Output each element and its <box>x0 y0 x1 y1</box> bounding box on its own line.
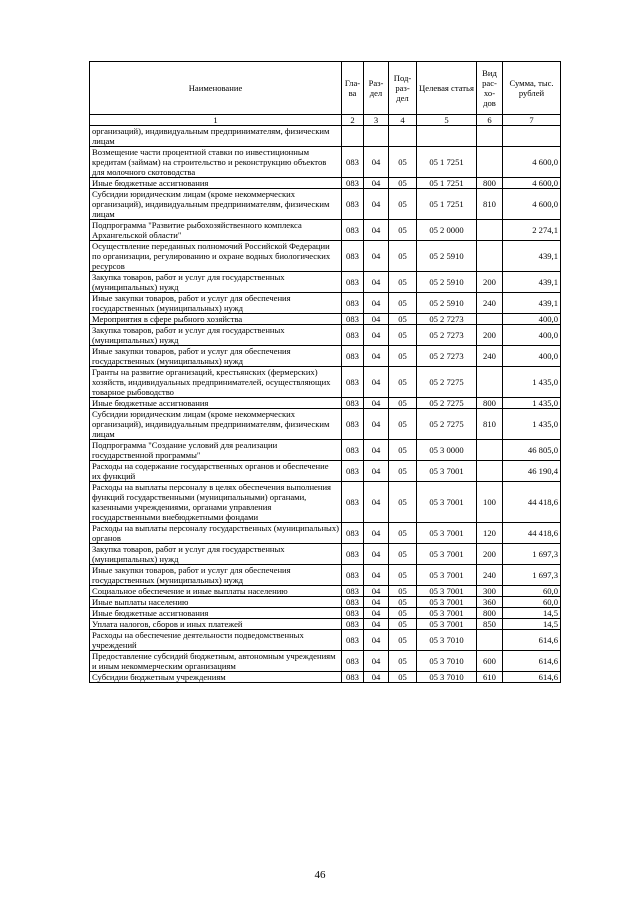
row-glava-cell: 083 <box>342 672 364 683</box>
column-number: 2 <box>342 115 364 126</box>
row-sum-cell: 614,6 <box>503 630 561 651</box>
table-row <box>90 178 561 189</box>
header-sum: Сумма, тыс. рублей <box>503 62 561 115</box>
row-podrazdel-cell: 05 <box>389 272 417 293</box>
row-name-cell: Закупка товаров, работ и услуг для государственных (муниципальных) нужд <box>90 325 342 346</box>
row-sum-cell: 400,0 <box>503 325 561 346</box>
row-sum-cell: 4 600,0 <box>503 189 561 220</box>
row-vid-cell <box>477 461 503 482</box>
row-podrazdel-cell: 05 <box>389 325 417 346</box>
row-name-cell: Возмещение части процентной ставки по инвестиционным кредитам (займам) на строительство и реконструкцию объектов для молочного скотоводства <box>90 147 342 178</box>
row-target-cell: 05 3 7001 <box>417 523 477 544</box>
row-target-cell: 05 3 7001 <box>417 544 477 565</box>
row-glava-cell: 083 <box>342 314 364 325</box>
row-glava-cell: 083 <box>342 608 364 619</box>
row-target-cell: 05 2 7273 <box>417 325 477 346</box>
row-sum-cell: 1 435,0 <box>503 398 561 409</box>
row-vid-cell <box>477 630 503 651</box>
header-name: Наименование <box>90 62 342 115</box>
row-target-cell: 05 3 7001 <box>417 565 477 586</box>
row-razdel-cell: 04 <box>364 597 389 608</box>
row-glava-cell: 083 <box>342 565 364 586</box>
row-glava-cell: 083 <box>342 325 364 346</box>
table-row <box>90 398 561 409</box>
row-target-cell: 05 2 5910 <box>417 293 477 314</box>
column-number: 6 <box>477 115 503 126</box>
row-target-cell: 05 3 7001 <box>417 461 477 482</box>
row-target-cell: 05 1 7251 <box>417 178 477 189</box>
table-row <box>90 440 561 461</box>
column-number-row <box>90 115 561 126</box>
row-target-cell: 05 2 7275 <box>417 398 477 409</box>
row-glava-cell: 083 <box>342 461 364 482</box>
header-podrazdel: Под-раз-дел <box>389 62 417 115</box>
row-glava-cell: 083 <box>342 630 364 651</box>
row-podrazdel-cell: 05 <box>389 608 417 619</box>
row-sum-cell: 4 600,0 <box>503 178 561 189</box>
row-target-cell: 05 1 7251 <box>417 147 477 178</box>
row-glava-cell: 083 <box>342 651 364 672</box>
row-razdel-cell: 04 <box>364 630 389 651</box>
row-target-cell: 05 2 7273 <box>417 346 477 367</box>
row-target-cell: 05 3 7010 <box>417 630 477 651</box>
row-sum-cell: 1 435,0 <box>503 367 561 398</box>
row-razdel-cell: 04 <box>364 619 389 630</box>
row-target-cell: 05 3 7001 <box>417 619 477 630</box>
row-razdel-cell: 04 <box>364 367 389 398</box>
row-podrazdel-cell: 05 <box>389 651 417 672</box>
row-podrazdel-cell: 05 <box>389 398 417 409</box>
row-sum-cell: 46 190,4 <box>503 461 561 482</box>
row-podrazdel-cell: 05 <box>389 220 417 241</box>
table-row <box>90 346 561 367</box>
row-sum-cell: 439,1 <box>503 241 561 272</box>
row-razdel-cell: 04 <box>364 672 389 683</box>
row-sum-cell: 439,1 <box>503 293 561 314</box>
row-vid-cell: 600 <box>477 651 503 672</box>
row-target-cell: 05 2 5910 <box>417 241 477 272</box>
row-razdel-cell: 04 <box>364 544 389 565</box>
row-vid-cell: 810 <box>477 409 503 440</box>
row-name-cell: Осуществление переданных полномочий Российской Федерации по организации, регулированию и охране водных биологических ресурсов <box>90 241 342 272</box>
row-podrazdel-cell: 05 <box>389 147 417 178</box>
row-podrazdel-cell: 05 <box>389 672 417 683</box>
row-target-cell: 05 2 7273 <box>417 314 477 325</box>
row-glava-cell: 083 <box>342 178 364 189</box>
row-vid-cell <box>477 126 503 147</box>
row-glava-cell: 083 <box>342 293 364 314</box>
row-vid-cell: 850 <box>477 619 503 630</box>
row-name-cell: Расходы на выплаты персоналу государственных (муниципальных) органов <box>90 523 342 544</box>
row-vid-cell: 240 <box>477 565 503 586</box>
column-number: 3 <box>364 115 389 126</box>
row-glava-cell: 083 <box>342 597 364 608</box>
table-row <box>90 367 561 398</box>
header-vid: Вид рас-хо-дов <box>477 62 503 115</box>
row-sum-cell: 14,5 <box>503 608 561 619</box>
row-glava-cell: 083 <box>342 619 364 630</box>
row-vid-cell <box>477 147 503 178</box>
row-vid-cell: 120 <box>477 523 503 544</box>
row-name-cell: Иные бюджетные ассигнования <box>90 178 342 189</box>
row-sum-cell: 614,6 <box>503 672 561 683</box>
row-glava-cell: 083 <box>342 586 364 597</box>
row-target-cell: 05 2 7275 <box>417 409 477 440</box>
row-razdel-cell: 04 <box>364 523 389 544</box>
row-vid-cell <box>477 367 503 398</box>
row-name-cell: Расходы на обеспечение деятельности подведомственных учреждений <box>90 630 342 651</box>
table-row <box>90 672 561 683</box>
row-name-cell: Иные закупки товаров, работ и услуг для обеспечения государственных (муниципальных) нужд <box>90 565 342 586</box>
column-number: 7 <box>503 115 561 126</box>
row-vid-cell: 360 <box>477 597 503 608</box>
row-name-cell: Иные бюджетные ассигнования <box>90 608 342 619</box>
row-vid-cell: 300 <box>477 586 503 597</box>
row-razdel-cell: 04 <box>364 293 389 314</box>
row-razdel-cell: 04 <box>364 608 389 619</box>
table-row <box>90 126 561 147</box>
page-number: 46 <box>314 869 326 881</box>
row-sum-cell: 400,0 <box>503 314 561 325</box>
table-row <box>90 544 561 565</box>
row-glava-cell: 083 <box>342 346 364 367</box>
header-target: Целевая статья <box>417 62 477 115</box>
row-name-cell: Субсидии юридическим лицам (кроме некоммерческих организаций), индивидуальным предпринимателям, физическим лицам <box>90 189 342 220</box>
column-number: 5 <box>417 115 477 126</box>
row-name-cell: Подпрограмма "Создание условий для реализации государственной программы" <box>90 440 342 461</box>
table-row <box>90 147 561 178</box>
row-name-cell: Субсидии юридическим лицам (кроме некоммерческих организаций), индивидуальным предпринимателям, физическим лицам <box>90 409 342 440</box>
header-razdel: Раз-дел <box>364 62 389 115</box>
row-name-cell: Социальное обеспечение и иные выплаты населению <box>90 586 342 597</box>
row-target-cell: 05 3 7010 <box>417 651 477 672</box>
row-glava-cell: 083 <box>342 189 364 220</box>
row-podrazdel-cell <box>389 126 417 147</box>
row-razdel-cell: 04 <box>364 565 389 586</box>
table-row <box>90 189 561 220</box>
row-vid-cell: 610 <box>477 672 503 683</box>
row-podrazdel-cell: 05 <box>389 482 417 523</box>
row-name-cell: Иные бюджетные ассигнования <box>90 398 342 409</box>
row-name-cell: организаций), индивидуальным предпринимателям, физическим лицам <box>90 126 342 147</box>
table-row <box>90 461 561 482</box>
row-name-cell: Иные закупки товаров, работ и услуг для обеспечения государственных (муниципальных) нужд <box>90 346 342 367</box>
budget-table <box>89 61 561 683</box>
row-name-cell: Предоставление субсидий бюджетным, автономным учреждениям и иным некоммерческим организациям <box>90 651 342 672</box>
row-target-cell: 05 2 0000 <box>417 220 477 241</box>
column-number: 1 <box>90 115 342 126</box>
row-name-cell: Мероприятия в сфере рыбного хозяйства <box>90 314 342 325</box>
column-number: 4 <box>389 115 417 126</box>
row-target-cell: 05 3 7001 <box>417 482 477 523</box>
row-razdel-cell <box>364 126 389 147</box>
row-glava-cell: 083 <box>342 482 364 523</box>
table-row <box>90 608 561 619</box>
row-vid-cell: 200 <box>477 272 503 293</box>
row-sum-cell: 1 697,3 <box>503 544 561 565</box>
row-sum-cell: 2 274,1 <box>503 220 561 241</box>
row-razdel-cell: 04 <box>364 189 389 220</box>
row-glava-cell: 083 <box>342 409 364 440</box>
row-target-cell: 05 3 7001 <box>417 597 477 608</box>
row-razdel-cell: 04 <box>364 482 389 523</box>
row-sum-cell: 1 435,0 <box>503 409 561 440</box>
row-glava-cell: 083 <box>342 523 364 544</box>
table-row <box>90 293 561 314</box>
row-sum-cell <box>503 126 561 147</box>
row-podrazdel-cell: 05 <box>389 630 417 651</box>
table-row <box>90 586 561 597</box>
table-row <box>90 220 561 241</box>
row-razdel-cell: 04 <box>364 461 389 482</box>
row-sum-cell: 44 418,6 <box>503 482 561 523</box>
row-podrazdel-cell: 05 <box>389 346 417 367</box>
row-sum-cell: 614,6 <box>503 651 561 672</box>
row-razdel-cell: 04 <box>364 178 389 189</box>
row-podrazdel-cell: 05 <box>389 565 417 586</box>
row-razdel-cell: 04 <box>364 651 389 672</box>
table-row <box>90 630 561 651</box>
row-glava-cell: 083 <box>342 272 364 293</box>
row-glava-cell: 083 <box>342 544 364 565</box>
row-vid-cell: 800 <box>477 398 503 409</box>
row-podrazdel-cell: 05 <box>389 586 417 597</box>
row-podrazdel-cell: 05 <box>389 409 417 440</box>
row-razdel-cell: 04 <box>364 314 389 325</box>
row-sum-cell: 439,1 <box>503 272 561 293</box>
table-row <box>90 597 561 608</box>
row-podrazdel-cell: 05 <box>389 619 417 630</box>
row-glava-cell: 083 <box>342 147 364 178</box>
table-row <box>90 314 561 325</box>
row-vid-cell <box>477 220 503 241</box>
row-vid-cell: 800 <box>477 608 503 619</box>
row-glava-cell: 083 <box>342 440 364 461</box>
row-name-cell: Расходы на выплаты персоналу в целях обеспечения выполнения функций государственными (муниципальными) органами, казенными учреждениями, органами управления государственными внебюджетными фондами <box>90 482 342 523</box>
header-glava: Гла-ва <box>342 62 364 115</box>
table-row <box>90 325 561 346</box>
row-vid-cell: 200 <box>477 544 503 565</box>
row-vid-cell: 810 <box>477 189 503 220</box>
row-podrazdel-cell: 05 <box>389 241 417 272</box>
row-razdel-cell: 04 <box>364 147 389 178</box>
row-razdel-cell: 04 <box>364 586 389 597</box>
row-sum-cell: 4 600,0 <box>503 147 561 178</box>
row-name-cell: Иные закупки товаров, работ и услуг для обеспечения государственных (муниципальных) нужд <box>90 293 342 314</box>
row-target-cell: 05 3 7001 <box>417 586 477 597</box>
row-razdel-cell: 04 <box>364 409 389 440</box>
row-name-cell: Уплата налогов, сборов и иных платежей <box>90 619 342 630</box>
row-vid-cell <box>477 440 503 461</box>
row-glava-cell <box>342 126 364 147</box>
row-sum-cell: 1 697,3 <box>503 565 561 586</box>
row-target-cell: 05 2 7275 <box>417 367 477 398</box>
row-target-cell: 05 1 7251 <box>417 189 477 220</box>
row-glava-cell: 083 <box>342 241 364 272</box>
row-vid-cell: 100 <box>477 482 503 523</box>
row-podrazdel-cell: 05 <box>389 597 417 608</box>
table-row <box>90 523 561 544</box>
row-razdel-cell: 04 <box>364 272 389 293</box>
row-sum-cell: 44 418,6 <box>503 523 561 544</box>
row-podrazdel-cell: 05 <box>389 461 417 482</box>
row-vid-cell: 200 <box>477 325 503 346</box>
row-podrazdel-cell: 05 <box>389 314 417 325</box>
row-target-cell: 05 2 5910 <box>417 272 477 293</box>
row-glava-cell: 083 <box>342 220 364 241</box>
row-vid-cell <box>477 314 503 325</box>
table-row <box>90 241 561 272</box>
row-podrazdel-cell: 05 <box>389 440 417 461</box>
row-glava-cell: 083 <box>342 398 364 409</box>
row-razdel-cell: 04 <box>364 220 389 241</box>
row-razdel-cell: 04 <box>364 440 389 461</box>
table-row <box>90 482 561 523</box>
row-target-cell: 05 3 7010 <box>417 672 477 683</box>
table-row <box>90 651 561 672</box>
row-vid-cell <box>477 241 503 272</box>
table-row <box>90 272 561 293</box>
row-target-cell: 05 3 0000 <box>417 440 477 461</box>
row-razdel-cell: 04 <box>364 241 389 272</box>
row-sum-cell: 60,0 <box>503 597 561 608</box>
row-name-cell: Расходы на содержание государственных органов и обеспечение их функций <box>90 461 342 482</box>
table-row <box>90 409 561 440</box>
table-row <box>90 565 561 586</box>
row-vid-cell: 240 <box>477 293 503 314</box>
row-sum-cell: 60,0 <box>503 586 561 597</box>
row-sum-cell: 14,5 <box>503 619 561 630</box>
row-sum-cell: 46 805,0 <box>503 440 561 461</box>
row-glava-cell: 083 <box>342 367 364 398</box>
row-target-cell: 05 3 7001 <box>417 608 477 619</box>
table-row <box>90 619 561 630</box>
header-row <box>90 62 561 115</box>
row-sum-cell: 400,0 <box>503 346 561 367</box>
row-name-cell: Иные выплаты населению <box>90 597 342 608</box>
row-razdel-cell: 04 <box>364 398 389 409</box>
row-podrazdel-cell: 05 <box>389 293 417 314</box>
row-podrazdel-cell: 05 <box>389 523 417 544</box>
row-vid-cell: 240 <box>477 346 503 367</box>
row-name-cell: Закупка товаров, работ и услуг для государственных (муниципальных) нужд <box>90 272 342 293</box>
row-name-cell: Гранты на развитие организаций, крестьянских (фермерских) хозяйств, индивидуальных предпринимателей, осуществляющих товарное рыбоводство <box>90 367 342 398</box>
row-vid-cell: 800 <box>477 178 503 189</box>
row-razdel-cell: 04 <box>364 346 389 367</box>
row-name-cell: Субсидии бюджетным учреждениям <box>90 672 342 683</box>
row-name-cell: Закупка товаров, работ и услуг для государственных (муниципальных) нужд <box>90 544 342 565</box>
row-target-cell <box>417 126 477 147</box>
row-podrazdel-cell: 05 <box>389 178 417 189</box>
row-podrazdel-cell: 05 <box>389 544 417 565</box>
row-name-cell: Подпрограмма "Развитие рыбохозяйственного комплекса Архангельской области" <box>90 220 342 241</box>
row-razdel-cell: 04 <box>364 325 389 346</box>
row-podrazdel-cell: 05 <box>389 367 417 398</box>
row-podrazdel-cell: 05 <box>389 189 417 220</box>
